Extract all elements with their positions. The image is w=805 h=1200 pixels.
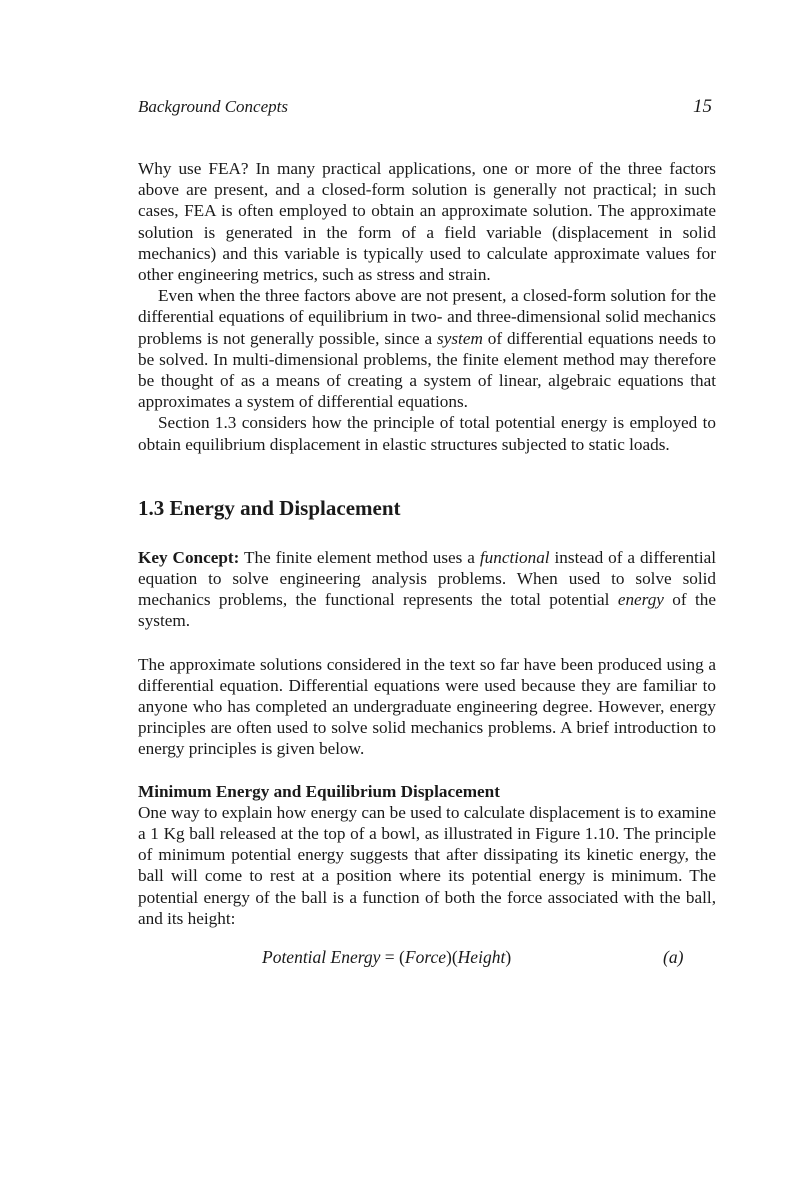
equation-paren-close-2: ) [505, 947, 512, 968]
paragraph-closed-form [138, 285, 716, 412]
paragraph-why-fea: Why use FEA? In many practical applications, one or more of the three factors above are present, and a closed-form solution is generally not practical; in such cases, FEA is often employed to obtain an approximate solution. The approximate solution is generated in the form of a field variable (displacement in solid mechanics) and this variable is typically used to calculate approximate values for other engineering metrics, such as stress and strain. [138, 159, 716, 285]
equation-body [262, 947, 511, 968]
paragraph-section-ref: Section 1.3 considers how the principle of total potential energy is employed to obtain equilibrium displacement in elastic structures subjected to static loads. [138, 413, 716, 454]
key-concept-text-a: The finite element method uses a [239, 547, 480, 567]
key-concept-text-c: of the system. [138, 590, 716, 631]
key-concept-label: Key Concept: [138, 547, 240, 567]
equation-paren-close-1: ) [446, 947, 452, 968]
equation-term-height: Height [457, 947, 506, 968]
equation-potential-energy [138, 947, 716, 973]
equation-term-force: Force [404, 947, 447, 968]
equation-paren-open-2: ( [451, 947, 458, 968]
paragraph-closed-form-a: Even when the three factors above are not present, a closed-form solution for the differential equations of equilibrium in two- and three-dimensional solid mechanics problems is not generally possible, since a [138, 286, 716, 348]
key-concept-text-b: instead of a differential equation to solve engineering analysis problems. When used to solve solid mechanics problems, the functional represents the total potential [138, 547, 717, 610]
emphasis-functional: functional [479, 547, 550, 567]
page-number: 15 [693, 96, 712, 117]
key-concept-box [138, 547, 716, 632]
running-header [138, 96, 716, 124]
page-content [138, 96, 716, 973]
equation-number: (a) [663, 947, 684, 968]
section-heading: 1.3 Energy and Displacement [138, 495, 401, 520]
running-title: Background Concepts [138, 97, 288, 116]
emphasis-system: system [437, 328, 483, 348]
paragraph-ball-example: One way to explain how energy can be used to calculate displacement is to examine a 1 Kg ball released at the top of a bowl, as illustrated in Figure 1.10. The principle of minimum potential energy suggests that after dissipating its kinetic energy, the ball will come to rest at a position where its potential energy is minimum. The potential energy of the ball is a function of both the force associated with the ball, and its height: [138, 802, 716, 928]
emphasis-energy: energy [617, 590, 664, 610]
equation-lhs: Potential Energy [262, 947, 381, 968]
paragraph-closed-form-b: of differential equations needs to be solved. In multi-dimensional problems, the finite element method may therefore be thought of as a means of creating a system of linear, algebraic equations that approximates a system of differential equations. [138, 328, 716, 412]
equation-equals: = [380, 947, 400, 968]
paragraph-approximate-solutions: The approximate solutions considered in the text so far have been produced using a differential equation. Differential equations were used because they are familiar to anyone who has completed an undergraduate engineering degree. However, energy principles are often used to solve solid mechanics problems. A brief introduction to energy principles is given below. [138, 654, 716, 759]
subsection-heading: Minimum Energy and Equilibrium Displacement [138, 781, 500, 801]
equation-paren-open-1: ( [399, 947, 405, 968]
